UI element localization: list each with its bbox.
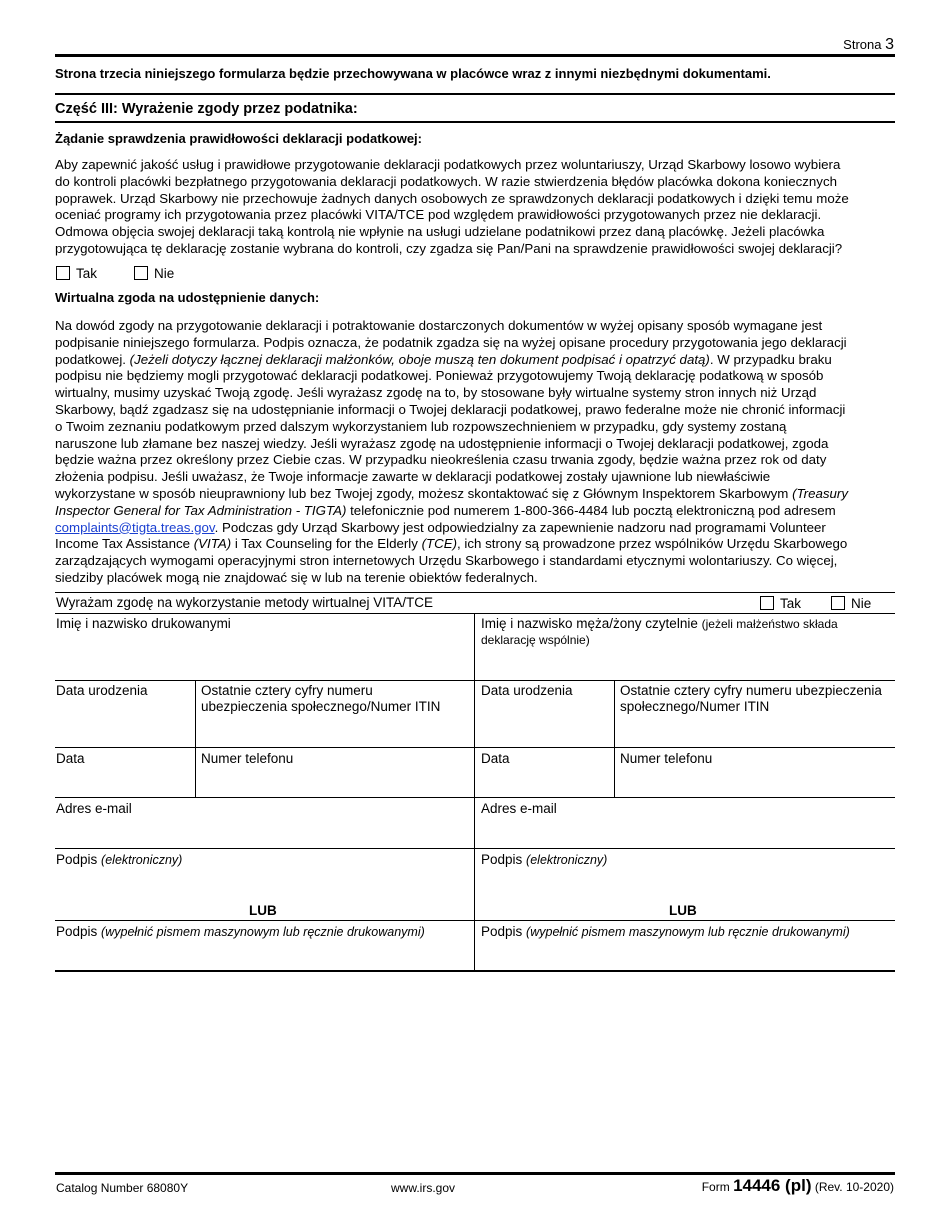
review-yes-option[interactable] [56,266,97,281]
date-left-label: Data [56,751,85,766]
page-label: Strona [843,37,882,52]
virtual-line: wirtualny, musimy uzyskać Twoją zgodę. Jeśli wyrażasz zgodę na to, by stosowane były wirtualne systemy stron innych niż Urząd [55,385,817,401]
catalog-number: Catalog Number 68080Y [56,1181,189,1195]
ssn-right-label: Ostatnie cztery cyfry numeru ubezpieczenia społecznego/Numer ITIN [620,683,882,714]
dob-left-label: Data urodzenia [56,683,148,698]
review-paragraph [55,157,895,258]
review-heading: Żądanie sprawdzenia prawidłowości deklaracji podatkowej: [55,131,422,146]
virtual-line: o Twoim zeznaniu podatkowym przed dalszym wykorzystaniem lub rozpowszechnieniem w przypadku, gdy systemy zostaną [55,418,787,434]
signature-typed-right-label: Podpis (wypełnić pismem maszynowym lub ręcznie drukowanymi) [481,924,850,939]
virtual-paragraph [55,318,895,587]
email-right-label: Adres e-mail [481,801,557,816]
part-title: Część III: Wyrażenie zgody przez podatnika: [55,101,358,117]
review-yes-label: Tak [76,266,98,281]
virtual-line: Na dowód zgody na przygotowanie deklaracji i potraktowanie dostarczonych dokumentów w wyżej opisany sposób wymagane jest [55,318,823,333]
review-line: Odmowa objęcia swojej deklaracji taką kontrolą nie wpłynie na usługi udzielane podatnikowi przez daną placówkę. Jeżeli placówka [55,224,825,240]
consent-label: Wyrażam zgodę na wykorzystanie metody wirtualnej VITA/TCE [56,595,434,610]
name-right-label: Imię i nazwisko męża/żony czytelnie (jeżeli małżeństwo składa deklarację wspólnie) [481,616,838,647]
signature-electronic-left-label: Podpis (elektroniczny) [56,852,183,867]
virtual-line: podpisanie niniejszego formularza. Podpis oznacza, że podatnik zgadza się na wyżej opisane procedury przygotowania jego deklaracji [55,334,847,350]
name-left-label: Imię i nazwisko drukowanymi [56,616,231,631]
email-left-label: Adres e-mail [56,801,132,816]
review-line: Aby zapewnić jakość usług i prawidłowe przygotowanie deklaracji podatkowych przez woluntariuszy, Urząd Skarbowy losowo wybiera [55,157,841,172]
virtual-line: complaints@tigta.treas.gov. Podczas gdy Urząd Skarbowy jest odpowiedzialny za zapewnienie nadzoru nad programami Volunteer [55,519,826,535]
ssn-left-label: Ostatnie cztery cyfry numeru ubezpieczenia społecznego/Numer ITIN [201,683,441,714]
part-rule-bottom [55,121,895,123]
virtual-line: będzie ważna przez określony przez Ciebie czas. W przypadku nieokreślenia czasu trwania zgody, będzie ważna przez rok od daty [55,452,827,468]
or-right-label: LUB [669,903,697,918]
or-left-label: LUB [249,903,277,918]
review-line: przygotowująca tę deklarację zostanie wybrana do kontroli, czy zgadza się Pan/Pani na sprawdzenie prawidłowości swojej deklaracji? [55,240,843,256]
consent-no-label: Nie [851,596,872,611]
review-yes-checkbox[interactable] [56,266,70,280]
retention-notice: Strona trzecia niniejszego formularza będzie przechowywana w placówce wraz z innymi niezbędnymi dokumentami. [55,66,771,81]
part-rule-top [55,93,895,95]
review-no-checkbox[interactable] [134,266,148,280]
signature-typed-left-label: Podpis (wypełnić pismem maszynowym lub ręcznie drukowanymi) [56,924,425,939]
virtual-line: Skarbowy, bądź zgadzasz się na udostępnianie informacji o Twojej deklaracji podatkowej, prawo federalne może nie chronić informacji [55,401,846,417]
page-number-value: 3 [885,36,894,53]
dob-right-label: Data urodzenia [481,683,573,698]
page-number [843,36,894,54]
review-no-label: Nie [154,266,175,281]
phone-left-label: Numer telefonu [201,751,294,766]
review-line: oceniać programy ich przygotowania przez placówki VITA/TCE pod względem prawidłowości przygotowanych przez nie deklaracji. [55,207,822,223]
footer-rule [55,1172,895,1175]
virtual-line: podatkowej. (Jeżeli dotyczy łącznej deklaracji małżonków, oboje muszą ten dokument podpisać i opatrzyć datą). W przypadku braku [55,351,832,367]
virtual-line: siedziby placówek mogą nie znajdować się w lub na terenie obiektów federalnych. [55,569,538,585]
virtual-heading: Wirtualna zgoda na udostępnienie danych: [55,290,320,305]
form-prefix: Form [701,1180,730,1194]
name-right-field[interactable] [477,649,893,677]
name-left-field[interactable] [57,633,467,677]
virtual-line: wykorzystane w sposób nieuprawniony lub bez Twojej zgody, możesz skontaktować się z Głównym Inspektorem Skarbowym (Treasury [55,485,848,501]
virtual-line: Inspector General for Tax Administration - TIGTA) telefonicznie pod numerem 1-800-366-4484 lub pocztą elektroniczną pod adresem [55,502,836,518]
complaints-email-link[interactable]: complaints@tigta.treas.gov [55,519,215,535]
review-line: poprawek. Urząd Skarbowy nie przechowuje żadnych danych osobowych ze sprawdzonych deklaracji podatkowych i dzięki temu może [55,190,849,206]
virtual-line: naruszone lub złamane bez naszej wiedzy. Jeśli wyrażasz zgodę na udostępnienie informacji o Twojej deklaracji podatkowej, zgoda [55,435,829,451]
signature-electronic-right-label: Podpis (elektroniczny) [481,852,608,867]
form-revision: (Rev. 10-2020) [814,1180,894,1194]
website: www.irs.gov [391,1181,456,1195]
form-number: 14446 (pl) [733,1176,812,1195]
virtual-line: zarządzających wymogami operacyjnymi stron internetowych Urzędu Skarbowego i standardami etycznymi wolontariuszy. Co więcej, [55,553,838,569]
phone-right-label: Numer telefonu [620,751,713,766]
virtual-line: złożenia podpisu. Jeśli uważasz, że Twoje informacje zawarte w deklaracji podatkowej zostały ujawnione lub niewłaściwie [55,469,771,485]
review-no-option[interactable] [134,266,174,281]
top-rule [55,54,895,57]
signature-form-table [55,593,895,973]
virtual-line: podpisu nie będziemy mogli przygotować deklaracji podatkowej. Ponieważ przygotowujemy Twoją deklarację podatkową w sposób [55,368,824,384]
virtual-line: Income Tax Assistance (VITA) i Tax Counseling for the Elderly (TCE), ich strony są prowadzone przez wspólników Urzędu Skarbowego [55,536,848,552]
form-id [702,1176,894,1196]
date-right-label: Data [481,751,510,766]
consent-yes-label: Tak [780,596,802,611]
review-line: do kontroli placówki bezpłatnego przygotowania deklaracji podatkowych. W razie stwierdzenia błędów placówka dokona koniecznych [55,173,837,189]
